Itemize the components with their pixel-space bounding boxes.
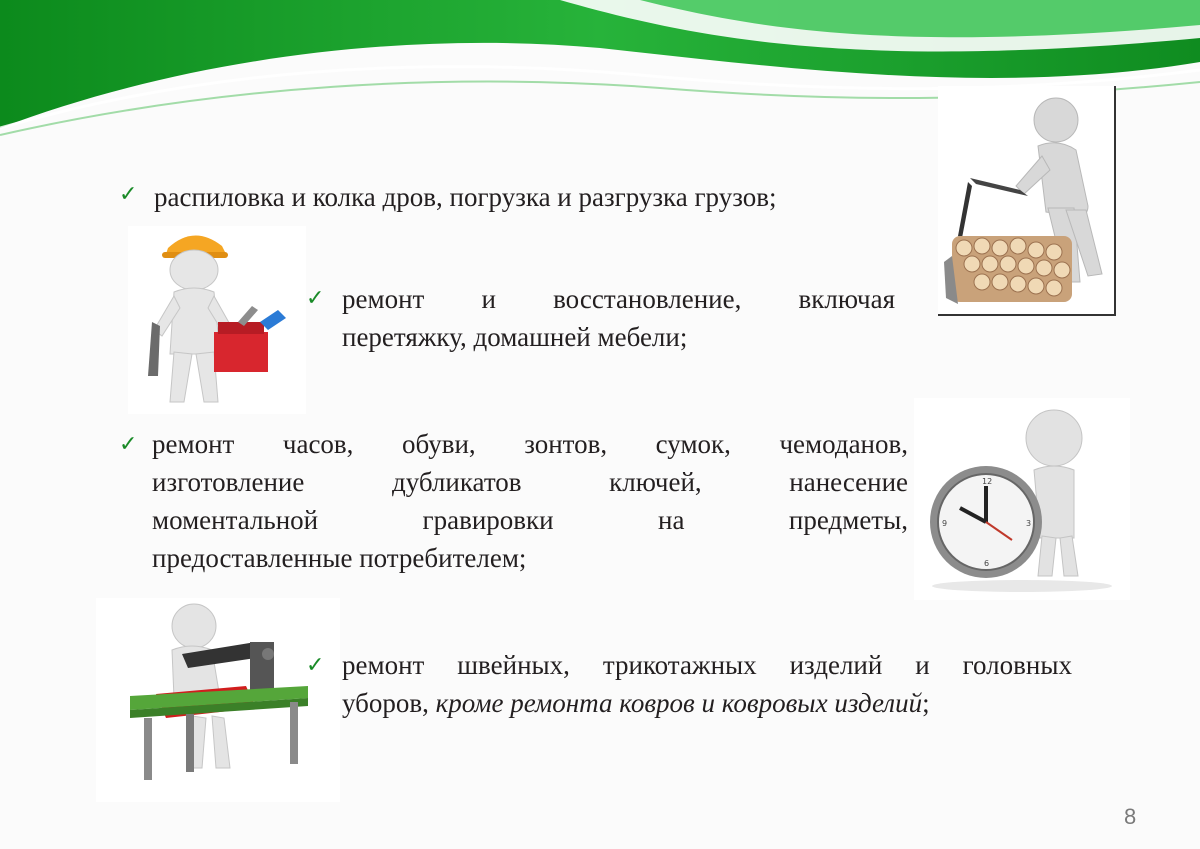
item-end: ; — [768, 182, 777, 212]
item-italic-text: кроме ремонта ковров и ковровых изделий — [435, 688, 923, 718]
list-item — [154, 178, 776, 216]
check-icon: ✓ — [119, 182, 138, 207]
item-end: ; — [922, 688, 930, 718]
svg-text:12: 12 — [982, 477, 993, 486]
item-line: ремонт часов, обуви, зонтов, сумок, чемоданов, — [152, 429, 908, 459]
svg-text:6: 6 — [984, 559, 990, 568]
list-item — [342, 646, 1072, 722]
svg-text:9: 9 — [942, 519, 948, 528]
item-line: предоставленные потребителем; — [152, 543, 527, 573]
item-text: распиловка и колка дров, погрузка и разгрузка грузов — [154, 182, 769, 212]
item-text: уборов, — [342, 688, 436, 718]
check-icon: ✓ — [306, 653, 325, 678]
item-line: моментальной гравировки на предметы, — [152, 505, 908, 535]
repairman-toolbox-figure-icon — [128, 226, 306, 414]
item-line: изготовление дубликатов ключей, нанесение — [152, 467, 908, 497]
clock-figure-icon — [914, 398, 1130, 600]
list-item — [342, 280, 895, 356]
svg-text:3: 3 — [1026, 519, 1032, 528]
item-line: перетяжку, домашней мебели; — [342, 322, 688, 352]
list-item — [152, 425, 908, 577]
item-line: ремонт швейных, трикотажных изделий и головных — [342, 650, 1072, 680]
check-icon: ✓ — [306, 286, 325, 311]
item-line — [342, 684, 1072, 722]
sewing-machine-figure-icon — [96, 598, 340, 802]
page-number: 8 — [1124, 804, 1137, 829]
check-icon: ✓ — [119, 432, 138, 457]
woodcutter-figure-icon — [938, 86, 1116, 316]
item-line: ремонт и восстановление, включая — [342, 284, 895, 314]
